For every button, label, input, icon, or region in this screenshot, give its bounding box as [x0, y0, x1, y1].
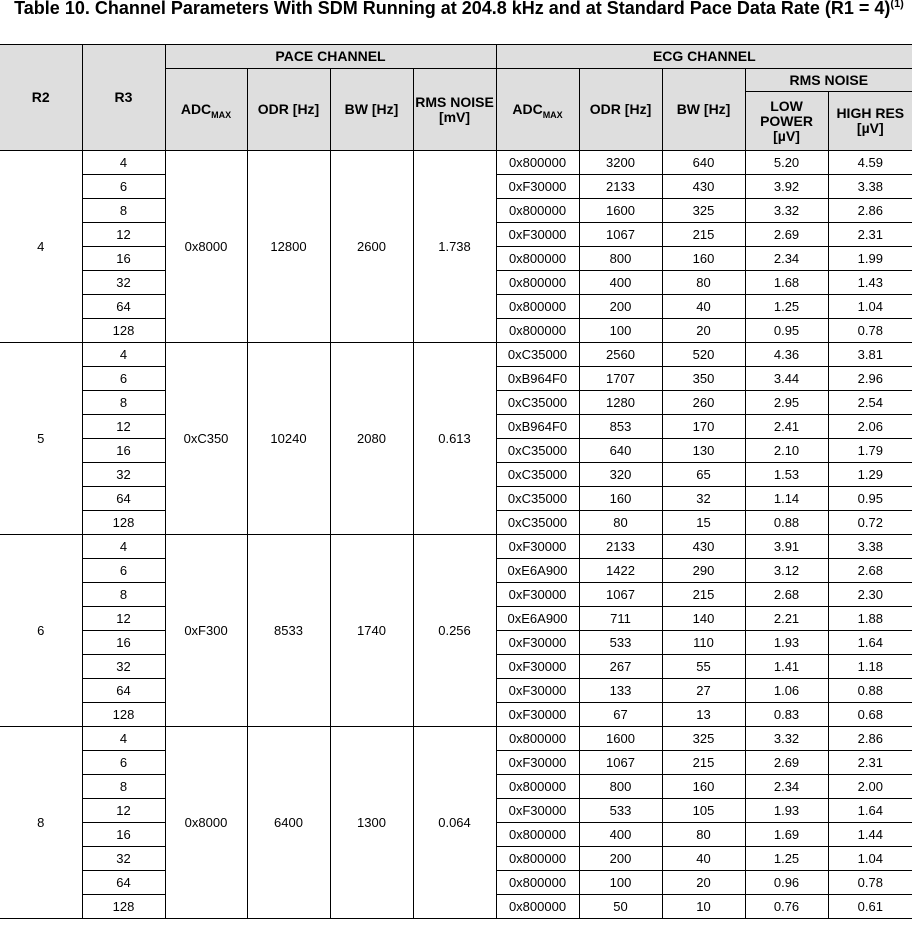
header-ecg-channel: ECG CHANNEL: [496, 45, 912, 69]
cell-high-res: 3.38: [828, 535, 912, 559]
cell-pace-rms: 1.738: [413, 151, 496, 343]
header-pace-odr: ODR [Hz]: [247, 69, 330, 151]
cell-ecg-adc: 0xF30000: [496, 799, 579, 823]
cell-low-power: 0.88: [745, 511, 828, 535]
cell-ecg-bw: 160: [662, 775, 745, 799]
cell-ecg-adc: 0x800000: [496, 319, 579, 343]
cell-high-res: 1.04: [828, 295, 912, 319]
table-title-footnote: (1): [890, 0, 904, 10]
cell-low-power: 2.21: [745, 607, 828, 631]
cell-r3: 8: [82, 775, 165, 799]
cell-ecg-odr: 200: [579, 847, 662, 871]
cell-ecg-adc: 0xF30000: [496, 751, 579, 775]
cell-ecg-odr: 1067: [579, 583, 662, 607]
cell-ecg-odr: 1600: [579, 727, 662, 751]
cell-r2: 8: [0, 727, 82, 919]
cell-ecg-odr: 2133: [579, 175, 662, 199]
cell-high-res: 1.44: [828, 823, 912, 847]
table-row: [0, 535, 912, 559]
header-ecg-adc: [496, 69, 579, 151]
cell-low-power: 2.34: [745, 775, 828, 799]
cell-ecg-odr: 853: [579, 415, 662, 439]
cell-r3: 6: [82, 367, 165, 391]
cell-ecg-bw: 80: [662, 271, 745, 295]
cell-ecg-odr: 160: [579, 487, 662, 511]
cell-pace-bw: 1740: [330, 535, 413, 727]
cell-ecg-bw: 105: [662, 799, 745, 823]
cell-ecg-odr: 200: [579, 295, 662, 319]
cell-ecg-bw: 40: [662, 295, 745, 319]
cell-ecg-adc: 0xF30000: [496, 703, 579, 727]
cell-high-res: 1.79: [828, 439, 912, 463]
cell-ecg-odr: 80: [579, 511, 662, 535]
cell-r3: 32: [82, 847, 165, 871]
cell-ecg-bw: 20: [662, 319, 745, 343]
cell-ecg-bw: 290: [662, 559, 745, 583]
channel-parameters-table: [0, 44, 912, 919]
table-title: [0, 0, 918, 16]
cell-ecg-bw: 430: [662, 535, 745, 559]
cell-low-power: 0.83: [745, 703, 828, 727]
cell-high-res: 0.78: [828, 319, 912, 343]
cell-high-res: 1.29: [828, 463, 912, 487]
table-row: [0, 343, 912, 367]
cell-pace-bw: 1300: [330, 727, 413, 919]
header-pace-adc: [165, 69, 247, 151]
cell-low-power: 1.14: [745, 487, 828, 511]
cell-pace-rms: 0.613: [413, 343, 496, 535]
cell-r3: 4: [82, 535, 165, 559]
cell-ecg-bw: 215: [662, 751, 745, 775]
cell-high-res: 1.64: [828, 799, 912, 823]
cell-high-res: 2.00: [828, 775, 912, 799]
cell-low-power: 2.69: [745, 223, 828, 247]
cell-ecg-adc: 0x800000: [496, 823, 579, 847]
cell-high-res: 2.54: [828, 391, 912, 415]
cell-high-res: 2.06: [828, 415, 912, 439]
cell-ecg-bw: 130: [662, 439, 745, 463]
adc-sub: MAX: [211, 109, 232, 120]
header-r3: R3: [82, 45, 165, 151]
cell-ecg-adc: 0x800000: [496, 295, 579, 319]
cell-low-power: 1.68: [745, 271, 828, 295]
cell-ecg-odr: 533: [579, 631, 662, 655]
cell-ecg-odr: 533: [579, 799, 662, 823]
cell-ecg-odr: 2560: [579, 343, 662, 367]
cell-ecg-bw: 55: [662, 655, 745, 679]
cell-ecg-odr: 50: [579, 895, 662, 919]
cell-r3: 16: [82, 823, 165, 847]
cell-r3: 32: [82, 271, 165, 295]
cell-low-power: 1.41: [745, 655, 828, 679]
cell-high-res: 0.95: [828, 487, 912, 511]
cell-ecg-bw: 10: [662, 895, 745, 919]
cell-ecg-adc: 0xF30000: [496, 631, 579, 655]
cell-ecg-adc: 0x800000: [496, 271, 579, 295]
cell-ecg-odr: 267: [579, 655, 662, 679]
cell-r3: 12: [82, 799, 165, 823]
cell-ecg-odr: 100: [579, 871, 662, 895]
cell-ecg-odr: 800: [579, 775, 662, 799]
table-body: [0, 151, 912, 919]
cell-high-res: 3.38: [828, 175, 912, 199]
cell-ecg-adc: 0x800000: [496, 199, 579, 223]
cell-low-power: 2.95: [745, 391, 828, 415]
cell-ecg-adc: 0xF30000: [496, 655, 579, 679]
cell-ecg-adc: 0xC35000: [496, 463, 579, 487]
cell-ecg-odr: 1280: [579, 391, 662, 415]
cell-pace-rms: 0.064: [413, 727, 496, 919]
cell-low-power: 1.69: [745, 823, 828, 847]
cell-ecg-odr: 400: [579, 823, 662, 847]
cell-ecg-bw: 215: [662, 223, 745, 247]
cell-r3: 6: [82, 175, 165, 199]
cell-low-power: 1.93: [745, 631, 828, 655]
cell-ecg-odr: 133: [579, 679, 662, 703]
cell-r3: 16: [82, 439, 165, 463]
cell-r3: 16: [82, 631, 165, 655]
cell-low-power: 3.32: [745, 727, 828, 751]
cell-ecg-adc: 0xF30000: [496, 223, 579, 247]
cell-high-res: 2.31: [828, 751, 912, 775]
cell-ecg-odr: 100: [579, 319, 662, 343]
cell-ecg-odr: 1600: [579, 199, 662, 223]
cell-low-power: 3.44: [745, 367, 828, 391]
cell-ecg-bw: 15: [662, 511, 745, 535]
cell-ecg-odr: 711: [579, 607, 662, 631]
cell-r3: 4: [82, 727, 165, 751]
cell-ecg-bw: 13: [662, 703, 745, 727]
cell-high-res: 2.30: [828, 583, 912, 607]
cell-ecg-bw: 80: [662, 823, 745, 847]
cell-r3: 16: [82, 247, 165, 271]
cell-ecg-bw: 65: [662, 463, 745, 487]
cell-low-power: 2.41: [745, 415, 828, 439]
cell-ecg-bw: 170: [662, 415, 745, 439]
cell-ecg-bw: 325: [662, 199, 745, 223]
cell-ecg-bw: 260: [662, 391, 745, 415]
cell-ecg-adc: 0x800000: [496, 871, 579, 895]
cell-pace-bw: 2600: [330, 151, 413, 343]
header-pace-channel: PACE CHANNEL: [165, 45, 496, 69]
cell-pace-bw: 2080: [330, 343, 413, 535]
cell-ecg-adc: 0xE6A900: [496, 559, 579, 583]
header-pace-rms: RMS NOISE [mV]: [413, 69, 496, 151]
cell-ecg-adc: 0xC35000: [496, 439, 579, 463]
cell-ecg-adc: 0xC35000: [496, 343, 579, 367]
cell-ecg-bw: 325: [662, 727, 745, 751]
cell-pace-adc: 0xF300: [165, 535, 247, 727]
cell-pace-adc: 0x8000: [165, 151, 247, 343]
cell-ecg-odr: 1067: [579, 223, 662, 247]
cell-r2: 6: [0, 535, 82, 727]
cell-ecg-odr: 400: [579, 271, 662, 295]
cell-pace-odr: 8533: [247, 535, 330, 727]
cell-r3: 12: [82, 415, 165, 439]
cell-ecg-adc: 0xB964F0: [496, 415, 579, 439]
cell-r3: 4: [82, 343, 165, 367]
cell-ecg-odr: 640: [579, 439, 662, 463]
cell-low-power: 4.36: [745, 343, 828, 367]
cell-high-res: 0.68: [828, 703, 912, 727]
cell-r3: 32: [82, 463, 165, 487]
cell-low-power: 1.93: [745, 799, 828, 823]
cell-ecg-adc: 0xC35000: [496, 391, 579, 415]
cell-low-power: 1.06: [745, 679, 828, 703]
cell-r3: 6: [82, 751, 165, 775]
table-title-text: Table 10. Channel Parameters With SDM Running at 204.8 kHz and at Standard Pace Data Rate (R1 = 4): [14, 0, 891, 18]
cell-ecg-odr: 1707: [579, 367, 662, 391]
cell-pace-adc: 0x8000: [165, 727, 247, 919]
cell-r2: 5: [0, 343, 82, 535]
cell-ecg-adc: 0x800000: [496, 847, 579, 871]
cell-low-power: 3.91: [745, 535, 828, 559]
cell-high-res: 2.86: [828, 727, 912, 751]
cell-ecg-bw: 160: [662, 247, 745, 271]
cell-high-res: 1.64: [828, 631, 912, 655]
cell-high-res: 2.68: [828, 559, 912, 583]
cell-ecg-adc: 0xC35000: [496, 487, 579, 511]
cell-r3: 64: [82, 487, 165, 511]
header-ecg-odr: ODR [Hz]: [579, 69, 662, 151]
cell-r2: 4: [0, 151, 82, 343]
table-row: [0, 727, 912, 751]
header-ecg-rms: RMS NOISE: [745, 69, 912, 92]
cell-r3: 8: [82, 199, 165, 223]
cell-r3: 12: [82, 223, 165, 247]
adc-label: ADC: [512, 101, 543, 117]
cell-ecg-bw: 215: [662, 583, 745, 607]
cell-high-res: 0.88: [828, 679, 912, 703]
cell-r3: 64: [82, 679, 165, 703]
cell-ecg-bw: 32: [662, 487, 745, 511]
cell-r3: 4: [82, 151, 165, 175]
cell-high-res: 2.31: [828, 223, 912, 247]
cell-r3: 128: [82, 895, 165, 919]
header-r2: R2: [0, 45, 82, 151]
cell-pace-odr: 12800: [247, 151, 330, 343]
cell-ecg-adc: 0x800000: [496, 247, 579, 271]
cell-high-res: 1.18: [828, 655, 912, 679]
cell-high-res: 2.86: [828, 199, 912, 223]
cell-high-res: 1.04: [828, 847, 912, 871]
cell-pace-odr: 10240: [247, 343, 330, 535]
cell-ecg-bw: 350: [662, 367, 745, 391]
cell-ecg-bw: 110: [662, 631, 745, 655]
cell-low-power: 5.20: [745, 151, 828, 175]
adc-sub: MAX: [542, 109, 563, 120]
cell-ecg-bw: 40: [662, 847, 745, 871]
cell-r3: 8: [82, 391, 165, 415]
cell-low-power: 3.32: [745, 199, 828, 223]
cell-low-power: 1.25: [745, 295, 828, 319]
cell-ecg-odr: 1067: [579, 751, 662, 775]
cell-high-res: 1.88: [828, 607, 912, 631]
cell-ecg-adc: 0xF30000: [496, 583, 579, 607]
adc-label: ADC: [180, 101, 212, 117]
cell-ecg-odr: 800: [579, 247, 662, 271]
table-row: [0, 151, 912, 175]
cell-r3: 6: [82, 559, 165, 583]
cell-low-power: 2.10: [745, 439, 828, 463]
cell-ecg-adc: 0xE6A900: [496, 607, 579, 631]
cell-high-res: 0.78: [828, 871, 912, 895]
cell-high-res: 2.96: [828, 367, 912, 391]
header-high-res: HIGH RES [µV]: [828, 92, 912, 151]
cell-r3: 64: [82, 295, 165, 319]
cell-ecg-adc: 0xF30000: [496, 679, 579, 703]
header-low-power: LOW POWER [µV]: [745, 92, 828, 151]
cell-ecg-adc: 0xF30000: [496, 175, 579, 199]
cell-ecg-adc: 0x800000: [496, 775, 579, 799]
cell-pace-adc: 0xC350: [165, 343, 247, 535]
cell-r3: 64: [82, 871, 165, 895]
cell-low-power: 2.69: [745, 751, 828, 775]
cell-low-power: 0.95: [745, 319, 828, 343]
cell-ecg-odr: 320: [579, 463, 662, 487]
cell-low-power: 3.12: [745, 559, 828, 583]
cell-r3: 32: [82, 655, 165, 679]
cell-ecg-adc: 0xC35000: [496, 511, 579, 535]
cell-high-res: 0.61: [828, 895, 912, 919]
cell-ecg-bw: 27: [662, 679, 745, 703]
cell-ecg-adc: 0x800000: [496, 151, 579, 175]
cell-ecg-bw: 520: [662, 343, 745, 367]
cell-ecg-bw: 140: [662, 607, 745, 631]
cell-ecg-bw: 430: [662, 175, 745, 199]
cell-high-res: 3.81: [828, 343, 912, 367]
cell-ecg-bw: 20: [662, 871, 745, 895]
cell-pace-rms: 0.256: [413, 535, 496, 727]
cell-ecg-odr: 2133: [579, 535, 662, 559]
cell-low-power: 1.25: [745, 847, 828, 871]
cell-ecg-adc: 0xB964F0: [496, 367, 579, 391]
cell-r3: 128: [82, 703, 165, 727]
cell-ecg-odr: 1422: [579, 559, 662, 583]
cell-low-power: 2.34: [745, 247, 828, 271]
header-pace-bw: BW [Hz]: [330, 69, 413, 151]
cell-ecg-adc: 0x800000: [496, 727, 579, 751]
cell-ecg-odr: 3200: [579, 151, 662, 175]
cell-low-power: 1.53: [745, 463, 828, 487]
cell-r3: 128: [82, 319, 165, 343]
cell-high-res: 1.99: [828, 247, 912, 271]
cell-r3: 12: [82, 607, 165, 631]
cell-ecg-odr: 67: [579, 703, 662, 727]
cell-high-res: 0.72: [828, 511, 912, 535]
cell-r3: 128: [82, 511, 165, 535]
cell-high-res: 1.43: [828, 271, 912, 295]
cell-ecg-bw: 640: [662, 151, 745, 175]
cell-low-power: 2.68: [745, 583, 828, 607]
cell-high-res: 4.59: [828, 151, 912, 175]
header-ecg-bw: BW [Hz]: [662, 69, 745, 151]
cell-low-power: 0.96: [745, 871, 828, 895]
cell-low-power: 3.92: [745, 175, 828, 199]
cell-pace-odr: 6400: [247, 727, 330, 919]
cell-ecg-adc: 0x800000: [496, 895, 579, 919]
cell-ecg-adc: 0xF30000: [496, 535, 579, 559]
cell-r3: 8: [82, 583, 165, 607]
cell-low-power: 0.76: [745, 895, 828, 919]
